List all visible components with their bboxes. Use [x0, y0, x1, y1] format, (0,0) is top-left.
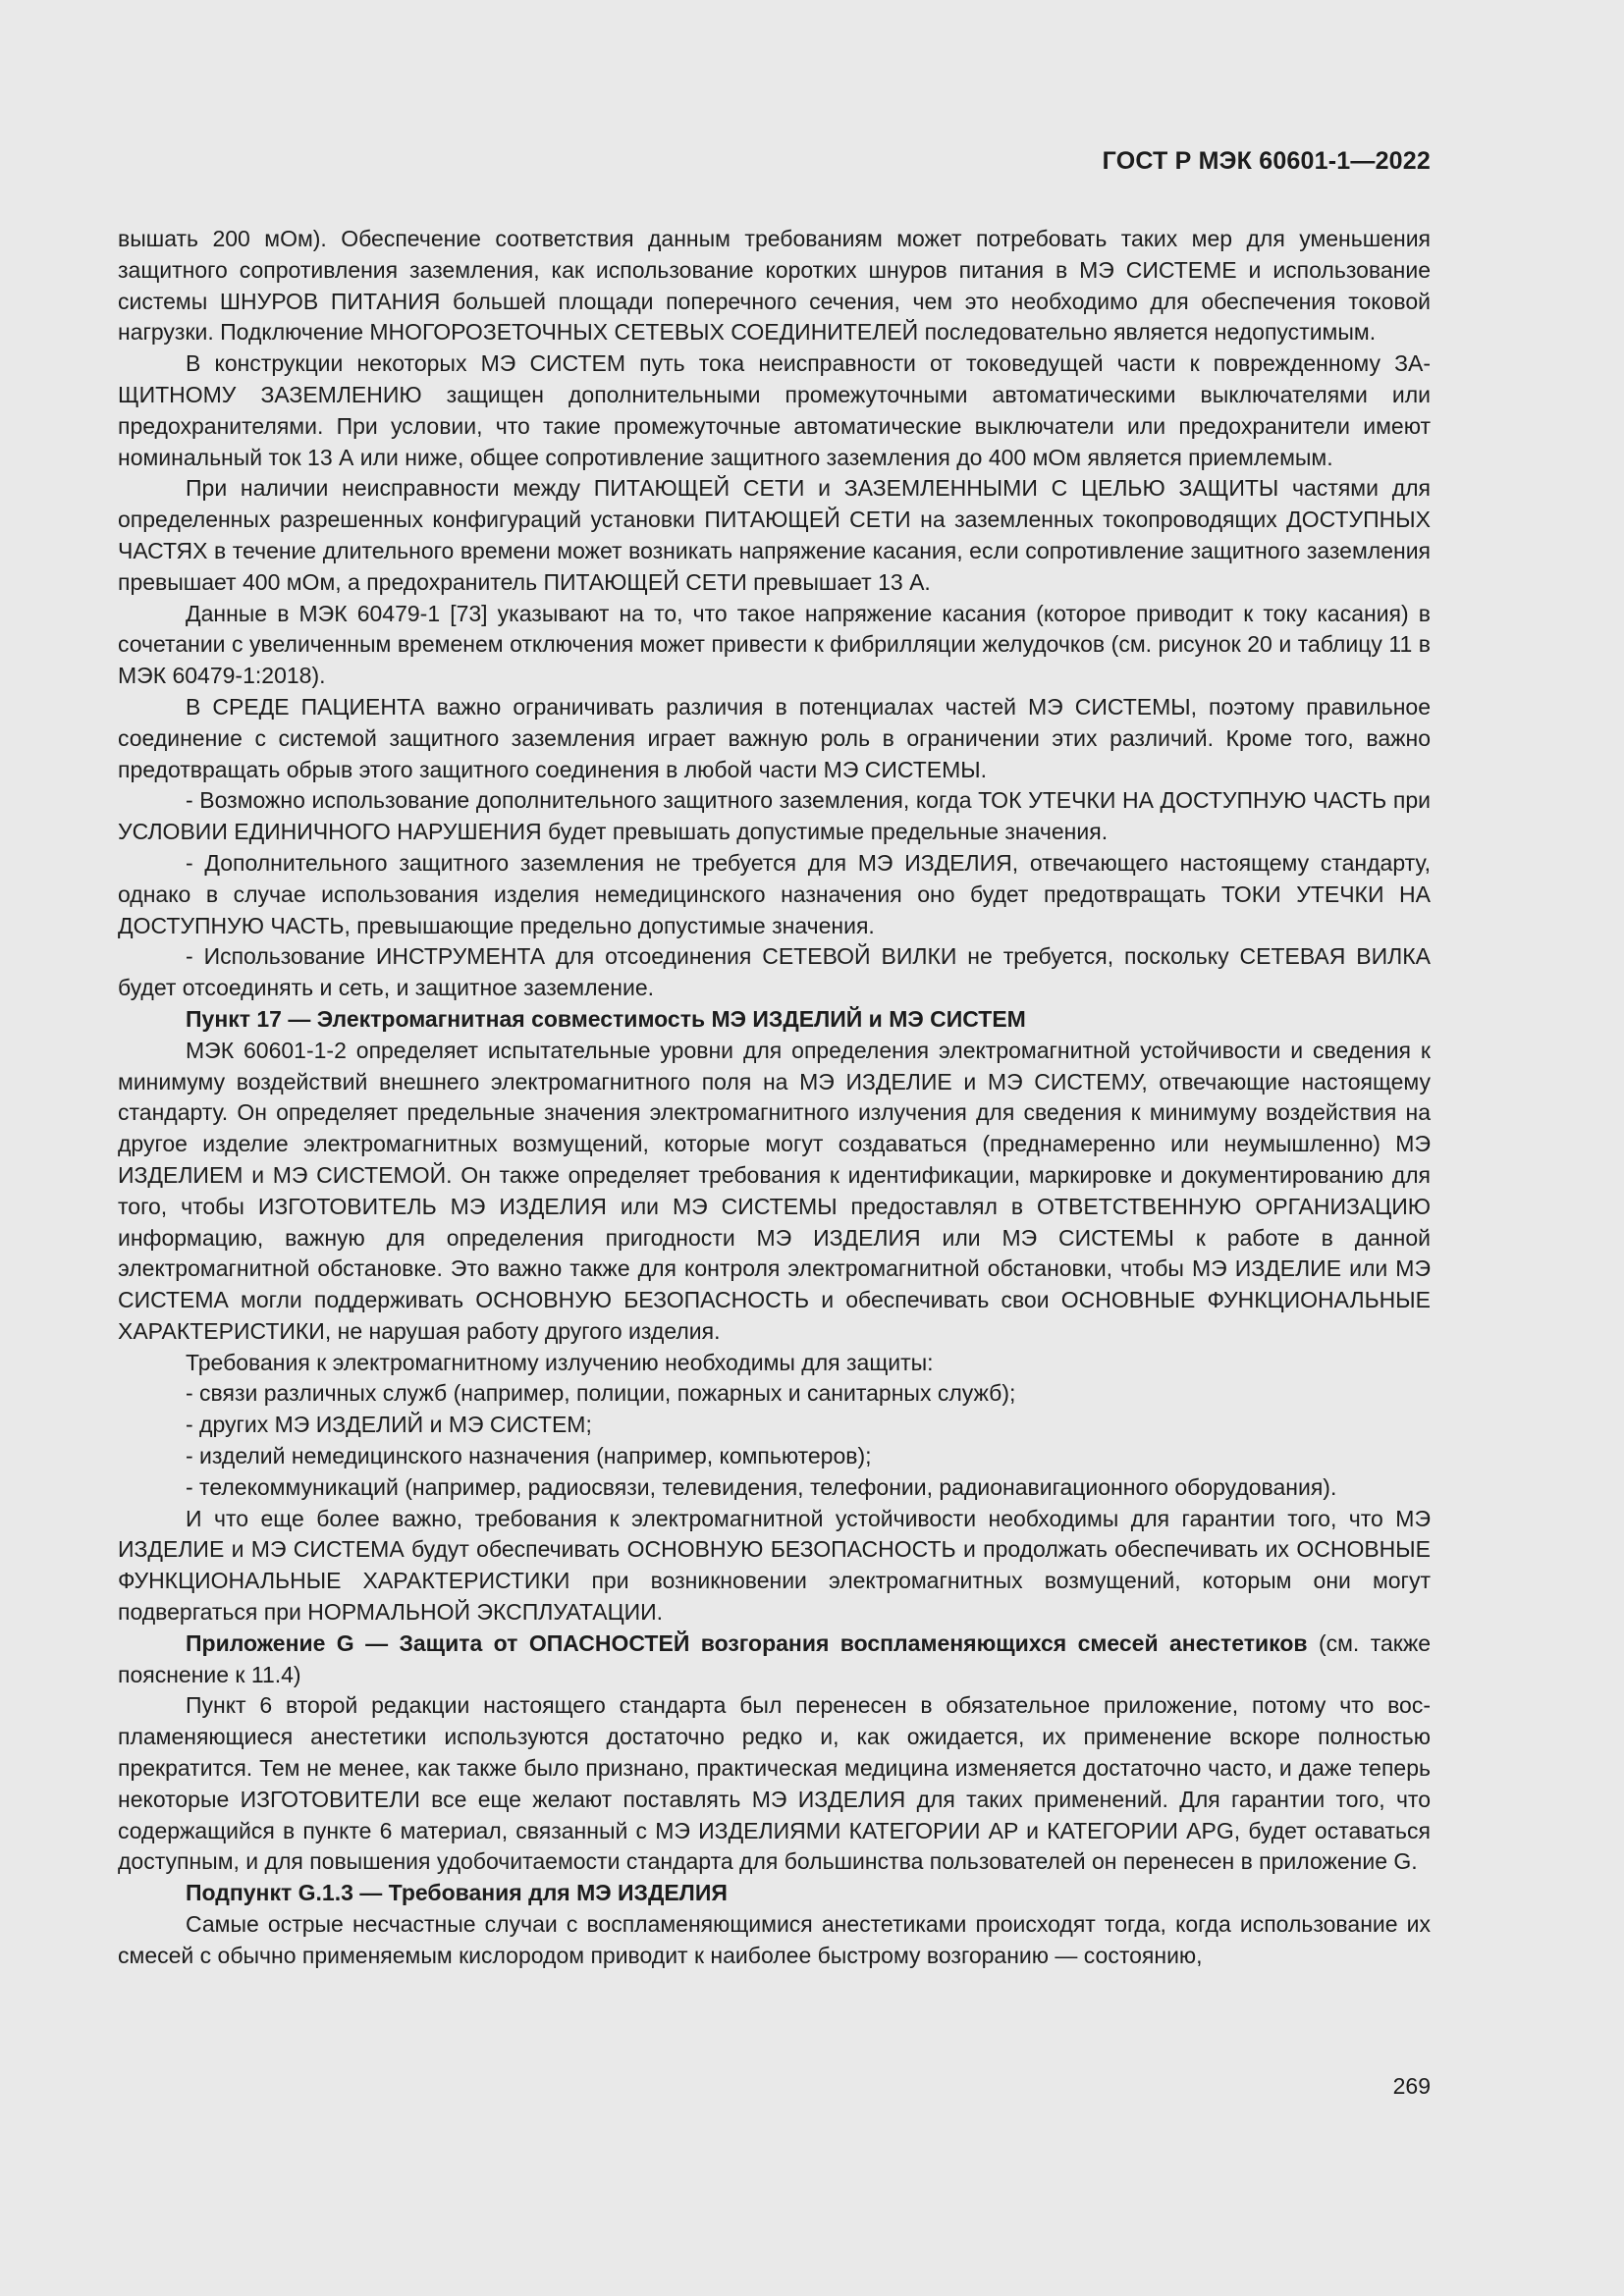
section-heading: Подпункт G.1.3 — Требования для МЭ ИЗДЕЛИЯ — [186, 1880, 728, 1906]
list-item: - Дополнительного защитного заземления не требуется для МЭ ИЗДЕЛИЯ, отвечающего настоящему стандарту, однако в случае использования изделия немедицинского назначения оно будет предотвращать ТОКИ УТЕЧКИ НА ДОСТУПНУЮ ЧАСТЬ, превышающие предельно допустимые значения. — [118, 849, 1431, 938]
paragraph: Требования к электромагнитному излучению необходимы для защиты: — [186, 1349, 934, 1375]
paragraph: В конструкции некоторых МЭ СИСТЕМ путь тока неисправности от токоведущей части к поврежденному ЗАЩИТНОМУ ЗАЗЕМЛЕНИЮ защищен дополнительными промежуточными автоматическими выключателями или предохранителями. При условии, что такие промежуточные автоматические выключатели или предохранители имеют номинальный ток 13 А или ниже, общее сопротивление защитного заземления до 400 мОм является приемлемым. — [118, 350, 1431, 470]
paragraph: МЭК 60601-1-2 определяет испытательные уровни для определения электромагнитной устойчивости и сведения к минимуму воздействий внешнего электромагнитного поля на МЭ ИЗДЕЛИЕ и МЭ СИСТЕМУ, отвечающие настоящему стандарту. Он определяет предельные значения электромагнитного излучения для сведения к минимуму воздействия на другое изделие электромагнитных возмущений, которые могут создаваться (преднамеренно или неумышленно) МЭ ИЗДЕЛИЕМ и МЭ СИСТЕМОЙ. Он также определяет требования к идентификации, маркировке и документированию для того, чтобы ИЗГОТОВИТЕЛЬ МЭ ИЗДЕЛИЯ или МЭ СИСТЕМЫ предоставлял в ОТВЕТСТВЕННУЮ ОРГАНИЗАЦИЮ информацию, важную для определения пригодности МЭ ИЗДЕЛИЯ или МЭ СИСТЕМЫ к работе в данной электромагнитной обстановке. Это важно также для контроля электромагнитной обстановки, чтобы МЭ ИЗДЕЛИЕ или МЭ СИСТЕМА могли поддерживать ОСНОВНУЮ БЕЗОПАСНОСТЬ и обеспечивать свои ОСНОВНЫЕ ФУНКЦИОНАЛЬНЫЕ ХАРАКТЕРИСТИКИ, не нарушая работу другого изделия. — [118, 1037, 1431, 1344]
list-item: - связи различных служб (например, полиции, пожарных и санитарных служб); — [186, 1380, 1016, 1407]
section-heading — [118, 1629, 1431, 1691]
list-item: - изделий немедицинского назначения (например, компьютеров); — [186, 1443, 872, 1469]
paragraph: вышать 200 мОм). Обеспечение соответствия данным требованиям может потребовать таких мер для уменьшения защитного сопротивления заземления, как использование коротких шнуров питания в МЭ СИСТЕМЕ и использование системы ШНУРОВ ПИТАНИЯ большей площади поперечного сечения, чем это необходимо для обеспечения токовой нагрузки. Подключение МНОГОРОЗЕТОЧНЫХ СЕТЕВЫХ СОЕДИНИТЕЛЕЙ последовательно является недопустимым. — [118, 226, 1431, 346]
paragraph: При наличии неисправности между ПИТАЮЩЕЙ СЕТИ и ЗАЗЕМЛЕННЫМИ С ЦЕЛЬЮ ЗАЩИТЫ частями для определенных разрешенных конфигураций установки ПИТАЮЩЕЙ СЕТИ на заземленных токопроводящих ДОСТУПНЫХ ЧАСТЯХ в течение длительного времени может возникать напряжение касания, если сопротивление защитного заземления превышает 400 мОм, а предохранитель ПИТАЮЩЕЙ СЕТИ превышает 13 А. — [118, 475, 1431, 595]
list-item: - Возможно использование дополнительного защитного заземления, когда ТОК УТЕЧКИ НА ДОСТУПНУЮ ЧАСТЬ при УСЛОВИИ ЕДИНИЧНОГО НАРУШЕНИЯ будет превышать допустимые предельные значения. — [118, 787, 1431, 845]
section-heading-note: (см. также пояснение к 11.4) — [118, 1629, 1432, 1687]
list-item: - телекоммуникаций (например, радиосвязи, телевидения, телефонии, радионавигационного оборудования). — [186, 1473, 1337, 1500]
paragraph: Пункт 6 второй редакции настоящего стандарта был перенесен в обязательное приложение, потому что воспламеняющиеся анестетики используются достаточно редко и, как ожидается, их применение вскоре полностью прекратится. Тем не менее, как также было признано, практическая медицина изменяется достаточно часто, и даже теперь некоторые ИЗГОТОВИТЕЛИ все еще желают поставлять МЭ ИЗДЕЛИЯ для таких применений. Для гарантии того, что содержащийся в пункте 6 материал, связанный с МЭ ИЗДЕЛИЯМИ КАТЕГОРИИ AP и КАТЕГОРИИ APG, будет оставаться доступным, и для повышения удобочитаемости стандарта для большинства пользователей он перенесен в приложение G. — [118, 1692, 1431, 1875]
section-heading-bold: Приложение G — Защита от ОПАСНОСТЕЙ возгорания воспламеняющихся смесей анестетиков — [186, 1629, 1308, 1656]
list-item: - Использование ИНСТРУМЕНТА для отсоединения СЕТЕВОЙ ВИЛКИ не требуется, поскольку СЕТЕВАЯ ВИЛКА будет отсоединять и сеть, и защитное заземление. — [118, 943, 1431, 1001]
paragraph: Самые острые несчастные случаи с воспламеняющимися анестетиками происходят тогда, когда использование их смесей с обычно применяемым кислородом приводит к наиболее быстрому возгоранию — состоянию, — [118, 1911, 1431, 1968]
paragraph: Данные в МЭК 60479-1 [73] указывают на то, что такое напряжение касания (которое приводит к току касания) в сочетании с увеличенным временем отключения может привести к фибрилляции желудочков (см. рисунок 20 и таблицу 11 в МЭК 60479-1:2018). — [118, 600, 1431, 689]
paragraph: И что еще более важно, требования к электромагнитной устойчивости необходимы для гарантии того, что МЭ ИЗДЕЛИЕ и МЭ СИСТЕМА будут обеспечивать ОСНОВНУЮ БЕЗОПАСНОСТЬ и продолжать обеспечивать их ОСНОВНЫЕ ФУНКЦИОНАЛЬНЫЕ ХАРАКТЕРИСТИКИ при возникновении электромагнитных возмущений, которым они могут подвергаться при НОРМАЛЬНОЙ ЭКСПЛУАТАЦИИ. — [118, 1505, 1431, 1626]
page-number: 269 — [1392, 2073, 1431, 2099]
list-item: - других МЭ ИЗДЕЛИЙ и МЭ СИСТЕМ; — [186, 1412, 592, 1438]
document-body — [118, 224, 1431, 1972]
document-header: ГОСТ Р МЭК 60601-1—2022 — [1102, 147, 1431, 175]
paragraph: В СРЕДЕ ПАЦИЕНТА важно ограничивать различия в потенциалах частей МЭ СИСТЕМЫ, поэтому правильное соединение с системой защитного заземления играет важную роль в ограничении этих различий. Кроме того, важно предотвращать обрыв этого защитного соединения в любой части МЭ СИСТЕМЫ. — [118, 693, 1431, 782]
section-heading: Пункт 17 — Электромагнитная совместимость МЭ ИЗДЕЛИЙ и МЭ СИСТЕМ — [186, 1005, 1026, 1032]
